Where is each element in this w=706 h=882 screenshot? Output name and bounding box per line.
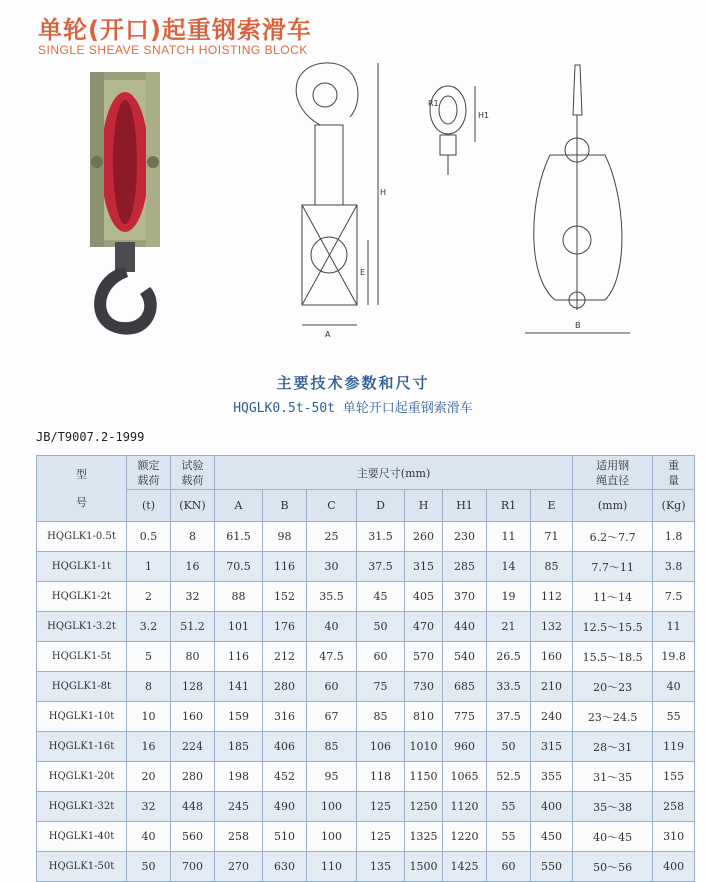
header-weight: 重 量 [653, 456, 695, 490]
header-rope: 适用钢 绳直径 [573, 456, 653, 490]
table-cell: 16 [127, 732, 171, 762]
header-test-unit: (KN) [171, 490, 215, 522]
dim-header: B [263, 490, 307, 522]
table-row [37, 852, 695, 882]
side-view-drawing [280, 55, 400, 345]
table-cell: 1500 [405, 852, 443, 882]
header-weight-unit: (Kg) [653, 490, 695, 522]
table-cell: 230 [443, 522, 487, 552]
table-cell: 85 [307, 732, 357, 762]
table-cell: 2 [127, 582, 171, 612]
table-cell: 3.8 [653, 552, 695, 582]
table-cell: 1010 [405, 732, 443, 762]
table-cell: 55 [487, 792, 531, 822]
table-cell: 11～14 [573, 582, 653, 612]
table-cell: 75 [357, 672, 405, 702]
table-cell: 80 [171, 642, 215, 672]
table-cell: 448 [171, 792, 215, 822]
table-cell: 21 [487, 612, 531, 642]
table-cell: 67 [307, 702, 357, 732]
table-cell: 95 [307, 762, 357, 792]
table-cell: 1 [127, 552, 171, 582]
dim-label-a: A [325, 330, 331, 339]
header-row-bottom [37, 490, 695, 522]
table-cell: 55 [487, 822, 531, 852]
table-cell: 550 [531, 852, 573, 882]
table-cell: 159 [215, 702, 263, 732]
table-cell: 730 [405, 672, 443, 702]
table-cell: 50 [357, 612, 405, 642]
table-row [37, 732, 695, 762]
table-row [37, 822, 695, 852]
table-cell: 155 [653, 762, 695, 792]
table-cell: 400 [531, 792, 573, 822]
table-cell: 470 [405, 612, 443, 642]
table-cell: 270 [215, 852, 263, 882]
table-cell: 0.5 [127, 522, 171, 552]
table-row [37, 672, 695, 702]
table-cell: 25 [307, 522, 357, 552]
table-cell: 285 [443, 552, 487, 582]
table-cell: 560 [171, 822, 215, 852]
model-cell: HQGLK1-0.5t [37, 522, 127, 552]
model-cell: HQGLK1-16t [37, 732, 127, 762]
model-cell: HQGLK1-1t [37, 552, 127, 582]
table-cell: 47.5 [307, 642, 357, 672]
table-cell: 152 [263, 582, 307, 612]
table-cell: 40 [127, 822, 171, 852]
dim-label-h: H [380, 188, 387, 197]
table-cell: 5 [127, 642, 171, 672]
table-cell: 1150 [405, 762, 443, 792]
table-cell: 510 [263, 822, 307, 852]
table-cell: 570 [405, 642, 443, 672]
table-cell: 19.8 [653, 642, 695, 672]
table-cell: 100 [307, 792, 357, 822]
dim-label-e: E [360, 268, 366, 277]
table-cell: 19 [487, 582, 531, 612]
table-cell: 198 [215, 762, 263, 792]
table-cell: 128 [171, 672, 215, 702]
table-cell: 6.2～7.7 [573, 522, 653, 552]
table-cell: 20 [127, 762, 171, 792]
model-cell: HQGLK1-3.2t [37, 612, 127, 642]
table-cell: 50～56 [573, 852, 653, 882]
model-cell: HQGLK1-8t [37, 672, 127, 702]
table-cell: 1425 [443, 852, 487, 882]
table-cell: 35～38 [573, 792, 653, 822]
table-cell: 15.5～18.5 [573, 642, 653, 672]
table-cell: 685 [443, 672, 487, 702]
table-cell: 32 [127, 792, 171, 822]
table-cell: 452 [263, 762, 307, 792]
table-row [37, 522, 695, 552]
table-cell: 160 [531, 642, 573, 672]
table-cell: 50 [487, 732, 531, 762]
dim-label-h1: H1 [478, 111, 490, 120]
dim-header: A [215, 490, 263, 522]
table-cell: 176 [263, 612, 307, 642]
table-row [37, 762, 695, 792]
table-cell: 116 [263, 552, 307, 582]
table-cell: 118 [357, 762, 405, 792]
table-cell: 55 [653, 702, 695, 732]
table-cell: 40～45 [573, 822, 653, 852]
table-cell: 258 [653, 792, 695, 822]
table-cell: 61.5 [215, 522, 263, 552]
table-cell: 45 [357, 582, 405, 612]
table-cell: 405 [405, 582, 443, 612]
table-cell: 112 [531, 582, 573, 612]
table-cell: 3.2 [127, 612, 171, 642]
table-cell: 7.5 [653, 582, 695, 612]
model-cell: HQGLK1-32t [37, 792, 127, 822]
table-cell: 30 [307, 552, 357, 582]
table-cell: 37.5 [487, 702, 531, 732]
page-title: 单轮(开口)起重钢索滑车 [38, 16, 312, 44]
table-cell: 1065 [443, 762, 487, 792]
table-cell: 1220 [443, 822, 487, 852]
front-view-drawing [520, 55, 640, 345]
dim-label-b: B [575, 321, 581, 330]
table-cell: 40 [653, 672, 695, 702]
header-row-top [37, 456, 695, 490]
table-cell: 16 [171, 552, 215, 582]
table-cell: 8 [171, 522, 215, 552]
table-cell: 1.8 [653, 522, 695, 552]
table-row [37, 792, 695, 822]
table-cell: 52.5 [487, 762, 531, 792]
dim-header: H [405, 490, 443, 522]
table-row [37, 612, 695, 642]
table-cell: 40 [307, 612, 357, 642]
table-cell: 20～23 [573, 672, 653, 702]
table-cell: 88 [215, 582, 263, 612]
table-row [37, 582, 695, 612]
table-cell: 11 [653, 612, 695, 642]
table-cell: 960 [443, 732, 487, 762]
model-cell: HQGLK1-40t [37, 822, 127, 852]
table-cell: 7.7～11 [573, 552, 653, 582]
table-cell: 60 [487, 852, 531, 882]
table-cell: 28～31 [573, 732, 653, 762]
table-cell: 119 [653, 732, 695, 762]
table-cell: 258 [215, 822, 263, 852]
table-cell: 60 [357, 642, 405, 672]
table-cell: 1325 [405, 822, 443, 852]
table-cell: 11 [487, 522, 531, 552]
table-cell: 240 [531, 702, 573, 732]
product-photo [70, 72, 180, 342]
table-cell: 212 [263, 642, 307, 672]
table-cell: 160 [171, 702, 215, 732]
table-cell: 450 [531, 822, 573, 852]
table-cell: 50 [127, 852, 171, 882]
table-cell: 71 [531, 522, 573, 552]
table-cell: 132 [531, 612, 573, 642]
table-cell: 106 [357, 732, 405, 762]
table-cell: 85 [531, 552, 573, 582]
table-cell: 100 [307, 822, 357, 852]
model-cell: HQGLK1-10t [37, 702, 127, 732]
header-test: 试验 载荷 [171, 456, 215, 490]
table-cell: 31.5 [357, 522, 405, 552]
page-subtitle: SINGLE SHEAVE SNATCH HOISTING BLOCK [38, 43, 308, 57]
table-cell: 125 [357, 822, 405, 852]
table-cell: 1120 [443, 792, 487, 822]
spec-table-body [37, 522, 695, 882]
table-cell: 316 [263, 702, 307, 732]
table-row [37, 642, 695, 672]
header-rope-unit: (mm) [573, 490, 653, 522]
header-model: 型 号 [37, 456, 127, 522]
table-cell: 315 [531, 732, 573, 762]
table-cell: 125 [357, 792, 405, 822]
table-cell: 185 [215, 732, 263, 762]
model-cell: HQGLK1-2t [37, 582, 127, 612]
dim-header: E [531, 490, 573, 522]
table-cell: 14 [487, 552, 531, 582]
table-cell: 135 [357, 852, 405, 882]
table-cell: 26.5 [487, 642, 531, 672]
table-cell: 210 [531, 672, 573, 702]
table-cell: 101 [215, 612, 263, 642]
header-dims: 主要尺寸(mm) [215, 456, 573, 490]
table-cell: 400 [653, 852, 695, 882]
table-cell: 51.2 [171, 612, 215, 642]
table-cell: 10 [127, 702, 171, 732]
table-cell: 775 [443, 702, 487, 732]
table-cell: 110 [307, 852, 357, 882]
table-cell: 700 [171, 852, 215, 882]
table-cell: 245 [215, 792, 263, 822]
table-cell: 224 [171, 732, 215, 762]
dim-header: D [357, 490, 405, 522]
eye-detail-drawing [420, 80, 490, 180]
table-cell: 1250 [405, 792, 443, 822]
table-cell: 98 [263, 522, 307, 552]
table-cell: 540 [443, 642, 487, 672]
table-cell: 260 [405, 522, 443, 552]
table-cell: 630 [263, 852, 307, 882]
table-cell: 490 [263, 792, 307, 822]
table-cell: 310 [653, 822, 695, 852]
table-cell: 32 [171, 582, 215, 612]
table-cell: 280 [171, 762, 215, 792]
dim-header: C [307, 490, 357, 522]
table-cell: 280 [263, 672, 307, 702]
model-cell: HQGLK1-50t [37, 852, 127, 882]
table-cell: 440 [443, 612, 487, 642]
table-cell: 810 [405, 702, 443, 732]
section-title: 主要技术参数和尺寸 [276, 374, 430, 392]
spec-table [36, 455, 695, 882]
table-cell: 31～35 [573, 762, 653, 792]
table-row [37, 552, 695, 582]
table-cell: 141 [215, 672, 263, 702]
table-cell: 23～24.5 [573, 702, 653, 732]
table-cell: 37.5 [357, 552, 405, 582]
table-cell: 70.5 [215, 552, 263, 582]
table-cell: 370 [443, 582, 487, 612]
model-cell: HQGLK1-20t [37, 762, 127, 792]
model-cell: HQGLK1-5t [37, 642, 127, 672]
standard-number: JB/T9007.2-1999 [36, 430, 145, 444]
table-cell: 406 [263, 732, 307, 762]
table-cell: 315 [405, 552, 443, 582]
table-cell: 12.5～15.5 [573, 612, 653, 642]
table-row [37, 702, 695, 732]
table-cell: 33.5 [487, 672, 531, 702]
table-cell: 355 [531, 762, 573, 792]
table-cell: 60 [307, 672, 357, 702]
table-cell: 8 [127, 672, 171, 702]
dim-header: R1 [487, 490, 531, 522]
table-cell: 35.5 [307, 582, 357, 612]
table-cell: 85 [357, 702, 405, 732]
dim-header: H1 [443, 490, 487, 522]
header-load: 额定 载荷 [127, 456, 171, 490]
dim-label-r1: R1 [428, 99, 439, 108]
section-subtitle: HQGLK0.5t-50t 单轮开口起重钢索滑车 [233, 401, 473, 416]
table-cell: 116 [215, 642, 263, 672]
header-load-unit: (t) [127, 490, 171, 522]
